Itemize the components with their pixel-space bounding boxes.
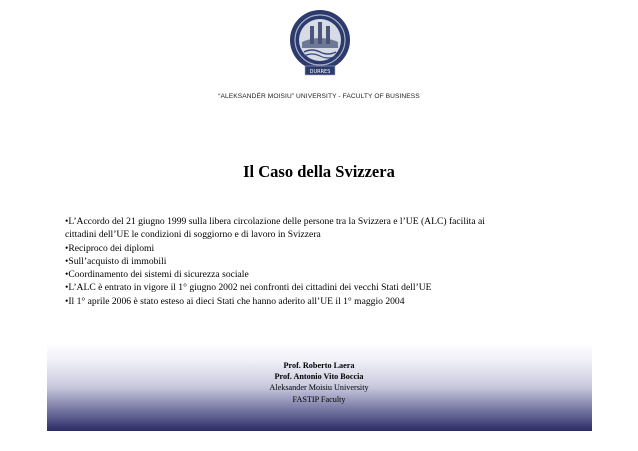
faculty-name: FASTIP Faculty [292, 394, 346, 404]
university-header: “ALEKSANDËR MOISIU” UNIVERSITY - FACULTY OF BUSINESS [218, 93, 420, 100]
author-name: Prof. Antonio Vito Boccia [274, 372, 364, 382]
footer-credits [0, 360, 638, 405]
university-seal-logo [288, 8, 352, 94]
bullet-item: •Reciproco dei diplomi [65, 242, 155, 254]
bullet-item: •L’Accordo del 21 giugno 1999 sulla libera circolazione delle persone tra la Svizzera e l’UE (ALC) facilita ai [65, 216, 485, 227]
svg-text:DURRES: DURRES [309, 69, 331, 75]
bullet-item: •Sull’acquisto di immobili [65, 255, 167, 267]
author-name: Prof. Roberto Laera [283, 361, 355, 370]
bullet-item: •L’ALC è entrato in vigore il 1° giugno 2002 nei confronti dei cittadini dei vecchi Stati dell’UE [65, 282, 432, 294]
bullet-item: cittadini dell’UE le condizioni di soggiorno e di lavoro in Svizzera [65, 229, 321, 241]
bullet-list [65, 215, 585, 308]
slide-title: Il Caso della Svizzera [243, 162, 395, 181]
institution-name: Aleksander Moisiu University [269, 383, 369, 393]
bullet-item: •Coordinamento dei sistemi di sicurezza sociale [65, 269, 249, 281]
bullet-item: •Il 1° aprile 2006 è stato esteso ai dieci Stati che hanno aderito all’UE il 1° maggio 2004 [65, 295, 405, 307]
